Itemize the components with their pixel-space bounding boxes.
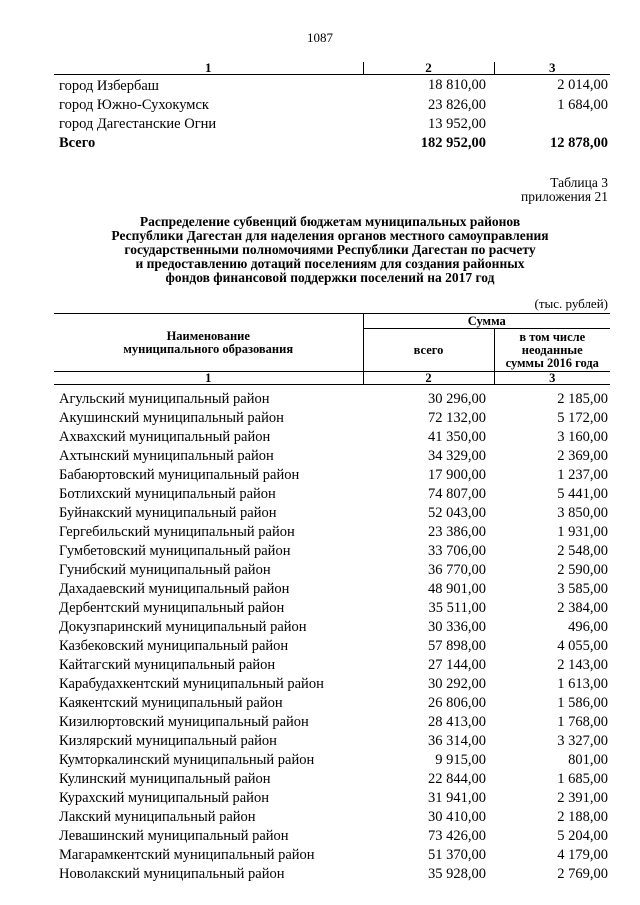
col-number-3: 3 bbox=[494, 62, 610, 75]
row-unused: 2 185,00 bbox=[557, 391, 608, 407]
row-name: Казбековский муниципальный район bbox=[59, 638, 289, 654]
row-name: Дахадаевский муниципальный район bbox=[59, 581, 290, 597]
row-unused: 5 172,00 bbox=[557, 410, 608, 426]
table-row bbox=[54, 96, 610, 115]
continuation-table bbox=[54, 62, 610, 153]
title-line: фондов финансовой поддержки поселений на 2017 год bbox=[165, 270, 495, 285]
row-unused: 1 613,00 bbox=[557, 676, 608, 692]
title-line: Республики Дагестан для наделения органов местного самоуправления bbox=[111, 228, 549, 243]
row-name: Кайтагский муниципальный район bbox=[59, 657, 276, 673]
col-number-3: 3 bbox=[494, 372, 610, 385]
row-unused: 2 384,00 bbox=[557, 600, 608, 616]
row-unused: 1 237,00 bbox=[557, 467, 608, 483]
row-total: 23 826,00 bbox=[428, 97, 486, 113]
row-unused: 5 441,00 bbox=[557, 486, 608, 502]
appendix-label: приложения 21 bbox=[520, 189, 608, 204]
row-name: Лакский муниципальный район bbox=[59, 809, 256, 825]
row-total: 30 336,00 bbox=[428, 619, 486, 635]
row-unused: 3 327,00 bbox=[557, 733, 608, 749]
row-name: Буйнакский муниципальный район bbox=[59, 505, 277, 521]
total-column-header: всего bbox=[363, 329, 494, 372]
table-row bbox=[54, 115, 610, 134]
row-unused: 4 179,00 bbox=[557, 847, 608, 863]
row-total: 17 900,00 bbox=[428, 467, 486, 483]
table-row bbox=[54, 447, 610, 466]
row-total: 72 132,00 bbox=[428, 410, 486, 426]
row-name: Ботлихский муниципальный район bbox=[59, 486, 276, 502]
row-name: Бабаюртовский муниципальный район bbox=[59, 467, 300, 483]
row-unused: 1 586,00 bbox=[557, 695, 608, 711]
table-row bbox=[54, 865, 610, 884]
row-total: 41 350,00 bbox=[428, 429, 486, 445]
row-name: Магарамкентский муниципальный район bbox=[59, 847, 315, 863]
table-row bbox=[54, 542, 610, 561]
sum-header: Сумма bbox=[363, 314, 610, 329]
table-row bbox=[54, 485, 610, 504]
table-row bbox=[54, 751, 610, 770]
table-row bbox=[54, 599, 610, 618]
row-name: Курахский муниципальный район bbox=[59, 790, 269, 806]
col-number-2: 2 bbox=[363, 62, 494, 75]
row-name: Агульский муниципальный район bbox=[59, 391, 270, 407]
table-row bbox=[54, 694, 610, 713]
page-number: 1087 bbox=[307, 30, 333, 45]
name-column-header: Наименование муниципального образования bbox=[54, 314, 363, 372]
row-unused: 1 931,00 bbox=[557, 524, 608, 540]
table-row bbox=[54, 789, 610, 808]
title-line: государственными полномочиями Республики Дагестан по расчету bbox=[124, 242, 536, 257]
units-label: (тыс. рублей) bbox=[534, 296, 608, 311]
row-name: Карабудахкентский муниципальный район bbox=[59, 676, 324, 692]
table-row bbox=[54, 409, 610, 428]
column-number-header bbox=[54, 62, 610, 75]
table-row bbox=[54, 428, 610, 447]
row-name: Кулинский муниципальный район bbox=[59, 771, 271, 787]
table-caption bbox=[521, 176, 608, 204]
row-unused: 2 769,00 bbox=[557, 866, 608, 882]
row-total: 26 806,00 bbox=[428, 695, 486, 711]
row-unused: 2 369,00 bbox=[557, 448, 608, 464]
unused-column-header: в том числе неоданные суммы 2016 года bbox=[494, 329, 610, 372]
table-row bbox=[54, 675, 610, 694]
row-name: Новолакский муниципальный район bbox=[59, 866, 285, 882]
row-unused: 1 684,00 bbox=[557, 97, 608, 113]
row-name: Ахвахский муниципальный район bbox=[59, 429, 271, 445]
col-number-2: 2 bbox=[363, 372, 494, 385]
row-total: 36 314,00 bbox=[428, 733, 486, 749]
row-name: Каякентский муниципальный район bbox=[59, 695, 283, 711]
row-name: Ахтынский муниципальный район bbox=[59, 448, 274, 464]
total-label: Всего bbox=[59, 135, 96, 151]
row-name: Левашинский муниципальный район bbox=[59, 828, 289, 844]
row-unused: 2 014,00 bbox=[557, 77, 608, 93]
row-name: Гунибский муниципальный район bbox=[59, 562, 271, 578]
row-name: город Дагестанские Огни bbox=[59, 116, 217, 132]
row-total: 9 915,00 bbox=[435, 752, 486, 768]
table-row bbox=[54, 466, 610, 485]
row-unused: 4 055,00 bbox=[557, 638, 608, 654]
table-row bbox=[54, 561, 610, 580]
table-row bbox=[54, 770, 610, 789]
row-total: 30 296,00 bbox=[428, 391, 486, 407]
table-label: Таблица 3 bbox=[550, 175, 608, 190]
table-row bbox=[54, 637, 610, 656]
table-row bbox=[54, 808, 610, 827]
row-total: 13 952,00 bbox=[428, 116, 486, 132]
col-number-1: 1 bbox=[54, 372, 363, 385]
row-unused: 2 391,00 bbox=[557, 790, 608, 806]
row-unused: 1 768,00 bbox=[557, 714, 608, 730]
row-name: Докузпаринский муниципальный район bbox=[59, 619, 307, 635]
table-row bbox=[54, 732, 610, 751]
row-name: Дербентский муниципальный район bbox=[59, 600, 285, 616]
row-total: 74 807,00 bbox=[428, 486, 486, 502]
table-row bbox=[54, 75, 610, 97]
row-total: 48 901,00 bbox=[428, 581, 486, 597]
table-row bbox=[54, 618, 610, 637]
title-line: и предоставлению дотаций поселениям для создания районных bbox=[135, 256, 525, 271]
row-name: Кизлярский муниципальный район bbox=[59, 733, 277, 749]
row-total: 57 898,00 bbox=[428, 638, 486, 654]
table-row bbox=[54, 827, 610, 846]
row-name: Кумторкалинский муниципальный район bbox=[59, 752, 315, 768]
title-line: Распределение субвенций бюджетам муниципальных районов bbox=[139, 214, 521, 229]
column-number-header bbox=[54, 372, 610, 385]
row-total: 36 770,00 bbox=[428, 562, 486, 578]
row-total: 31 941,00 bbox=[428, 790, 486, 806]
row-total: 30 292,00 bbox=[428, 676, 486, 692]
row-total: 34 329,00 bbox=[428, 448, 486, 464]
row-total: 35 511,00 bbox=[428, 600, 486, 616]
row-unused: 3 585,00 bbox=[557, 581, 608, 597]
row-name: Кизилюртовский муниципальный район bbox=[59, 714, 309, 730]
row-unused: 3 160,00 bbox=[557, 429, 608, 445]
row-unused: 801,00 bbox=[568, 752, 608, 768]
row-unused bbox=[494, 115, 610, 134]
col-number-1: 1 bbox=[54, 62, 363, 75]
total-unused: 12 878,00 bbox=[550, 135, 608, 151]
total-row bbox=[54, 134, 610, 153]
table-row bbox=[54, 846, 610, 865]
total-sum: 182 952,00 bbox=[420, 135, 486, 151]
table-row bbox=[54, 504, 610, 523]
subventions-table bbox=[54, 313, 610, 884]
row-unused: 1 685,00 bbox=[557, 771, 608, 787]
row-unused: 5 204,00 bbox=[557, 828, 608, 844]
row-total: 52 043,00 bbox=[428, 505, 486, 521]
row-unused: 2 548,00 bbox=[557, 543, 608, 559]
row-total: 18 810,00 bbox=[428, 77, 486, 93]
row-name: Гергебильский муниципальный район bbox=[59, 524, 295, 540]
row-total: 33 706,00 bbox=[428, 543, 486, 559]
row-name: Акушинский муниципальный район bbox=[59, 410, 284, 426]
row-name: Гумбетовский муниципальный район bbox=[59, 543, 291, 559]
row-total: 30 410,00 bbox=[428, 809, 486, 825]
row-total: 23 386,00 bbox=[428, 524, 486, 540]
row-total: 22 844,00 bbox=[428, 771, 486, 787]
row-total: 35 928,00 bbox=[428, 866, 486, 882]
table-row bbox=[54, 580, 610, 599]
table-row bbox=[54, 385, 610, 410]
row-name: город Южно-Сухокумск bbox=[59, 97, 209, 113]
row-total: 28 413,00 bbox=[428, 714, 486, 730]
row-unused: 3 850,00 bbox=[557, 505, 608, 521]
row-total: 51 370,00 bbox=[428, 847, 486, 863]
table-title bbox=[60, 215, 600, 285]
table-row bbox=[54, 713, 610, 732]
row-total: 73 426,00 bbox=[428, 828, 486, 844]
row-total: 27 144,00 bbox=[428, 657, 486, 673]
row-unused: 2 188,00 bbox=[557, 809, 608, 825]
row-unused: 2 143,00 bbox=[557, 657, 608, 673]
row-name: город Избербаш bbox=[59, 78, 159, 94]
row-unused: 496,00 bbox=[568, 619, 608, 635]
table-row bbox=[54, 523, 610, 542]
row-unused: 2 590,00 bbox=[557, 562, 608, 578]
table-row bbox=[54, 656, 610, 675]
